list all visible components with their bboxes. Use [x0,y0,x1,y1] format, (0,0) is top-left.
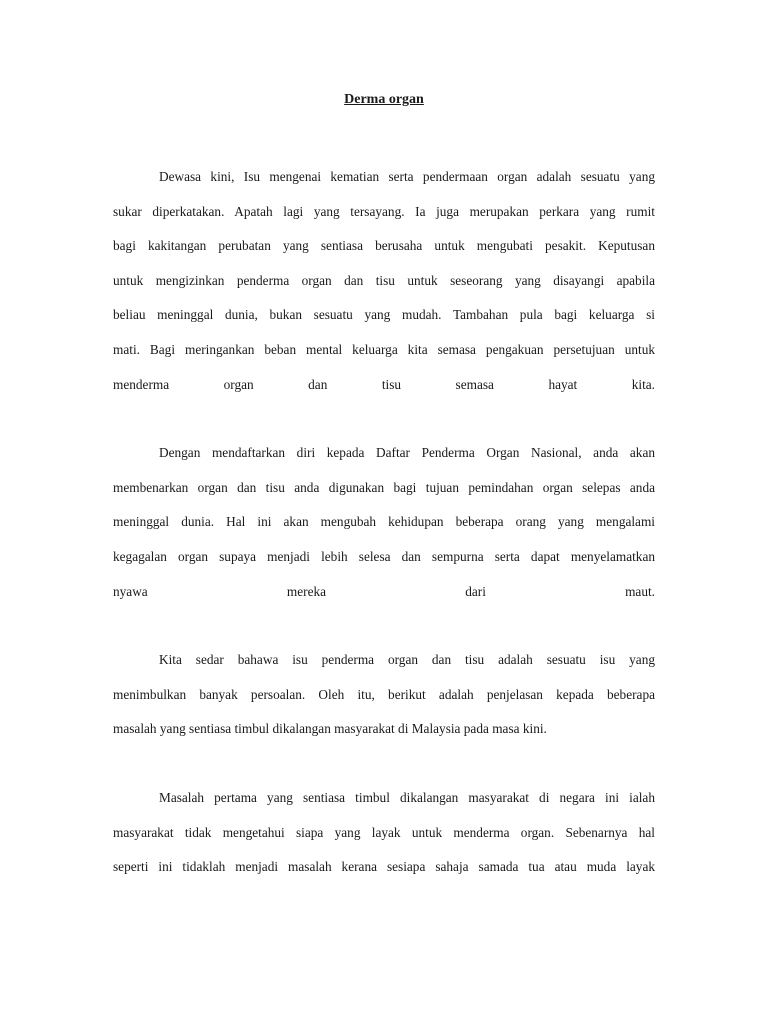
paragraph-line: masyarakat tidak mengetahui siapa yang layak untuk menderma organ. Sebenarnya hal [113,824,655,840]
paragraph-line: beliau meninggal dunia, bukan sesuatu yang mudah. Tambahan pula bagi keluarga si [113,307,655,323]
paragraph-line: Dewasa kini, Isu mengenai kematian serta pendermaan organ adalah sesuatu yang [159,169,655,184]
paragraph-line: Dengan mendaftarkan diri kepada Daftar Penderma Organ Nasional, anda akan [159,445,655,461]
paragraph-line: masalah yang sentiasa timbul dikalangan masyarakat di Malaysia pada masa kini. [113,721,547,737]
paragraph-line: Masalah pertama yang sentiasa timbul dikalangan masyarakat di negara ini ialah [159,789,655,805]
paragraph-line: membenarkan organ dan tisu anda digunakan bagi tujuan pemindahan organ selepas anda [113,479,655,495]
paragraph-4 [113,781,655,885]
paragraph-line: meninggal dunia. Hal ini akan mengubah kehidupan beberapa orang yang mengalami [113,514,655,530]
paragraph-line: seperti ini tidaklah menjadi masalah kerana sesiapa sahaja samada tua atau muda layak [113,859,655,875]
paragraph-line: kegagalan organ supaya menjadi lebih selesa dan sempurna serta dapat menyelamatkan [113,548,655,564]
paragraph-line: bagi kakitangan perubatan yang sentiasa berusaha untuk mengubati pesakit. Keputusan [113,238,655,254]
paragraph-3 [113,643,655,747]
document-body [113,160,655,919]
paragraph-line: menderma organ dan tisu semasa hayat kita. [113,376,655,392]
paragraph-line: mati. Bagi meringankan beban mental keluarga kita semasa pengakuan persetujuan untuk [113,341,655,357]
paragraph-line: nyawa mereka dari maut. [113,583,655,599]
paragraph-line: sukar diperkatakan. Apatah lagi yang tersayang. Ia juga merupakan perkara yang rumit [113,203,655,219]
paragraph-line: untuk mengizinkan penderma organ dan tisu untuk seseorang yang disayangi apabila [113,272,655,288]
document-title: Derma organ [344,92,424,107]
paragraph-line: menimbulkan banyak persoalan. Oleh itu, berikut adalah penjelasan kepada beberapa [113,686,655,702]
paragraph-line: Kita sedar bahawa isu penderma organ dan tisu adalah sesuatu isu yang [159,652,655,668]
paragraph-1 [113,160,655,402]
paragraph-2 [113,436,655,609]
